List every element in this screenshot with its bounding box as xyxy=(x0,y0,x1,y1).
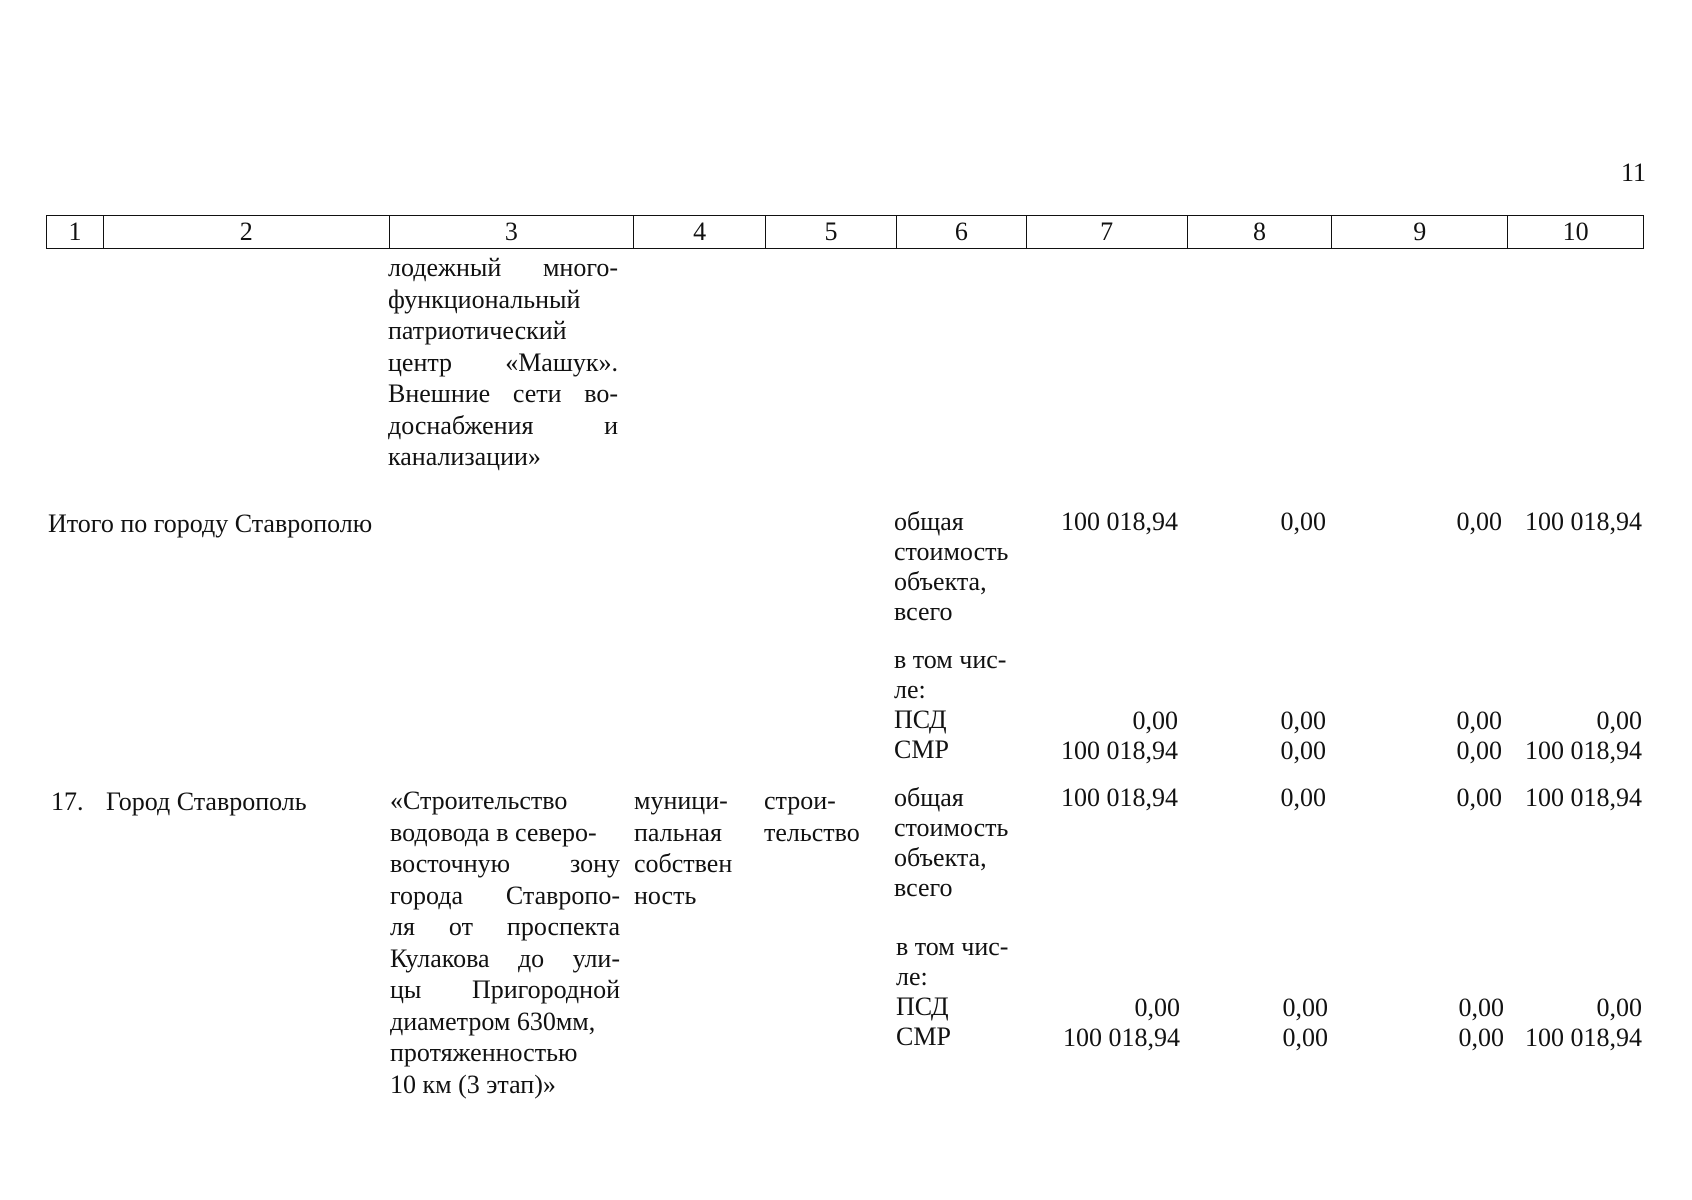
row17-col6-main xyxy=(894,783,1024,903)
header-col-1: 1 xyxy=(47,216,104,248)
header-col-2: 2 xyxy=(104,216,390,248)
total-col8-smr: 0,00 xyxy=(1280,736,1326,765)
header-col-8: 8 xyxy=(1188,216,1333,248)
continuation-description xyxy=(388,252,618,473)
row17-col10-total: 100 018,94 xyxy=(1525,783,1642,812)
text-line: функциональный xyxy=(388,284,581,314)
row-city: Город Ставрополь xyxy=(106,787,307,816)
total-col9-total: 0,00 xyxy=(1456,507,1502,536)
header-col-5: 5 xyxy=(766,216,897,248)
row17-col10-smr: 100 018,94 xyxy=(1525,1023,1642,1052)
row17-col9-total: 0,00 xyxy=(1456,783,1502,812)
text-line: объекта, xyxy=(894,567,987,596)
row17-work-type xyxy=(764,785,892,848)
total-col7-psd: 0,00 xyxy=(1132,706,1178,735)
header-col-10: 10 xyxy=(1562,217,1589,246)
smr-label: СМР xyxy=(896,1022,951,1051)
text-line: цы Пригородной xyxy=(390,975,620,1004)
total-col7-smr: 100 018,94 xyxy=(1061,736,1178,765)
text-line: в том чис- xyxy=(894,645,1007,674)
column-number-header xyxy=(46,215,1644,249)
total-col10-psd: 0,00 xyxy=(1596,706,1642,735)
total-label: Итого по городу Ставрополю xyxy=(48,509,373,538)
total-col9-psd: 0,00 xyxy=(1456,706,1502,735)
total-col10-smr: 100 018,94 xyxy=(1525,736,1642,765)
total-col6-sub xyxy=(894,645,1024,765)
text-line: патриотический xyxy=(388,316,567,345)
text-line: города Ставропо- xyxy=(390,880,620,910)
text-line: собствен xyxy=(634,849,733,878)
psd-label: ПСД xyxy=(896,992,949,1021)
text-line: Внешние сети во- xyxy=(388,379,618,408)
text-line: доснабжения и xyxy=(388,410,618,440)
text-line: восточную зону xyxy=(390,849,620,878)
psd-label: ПСД xyxy=(894,705,947,734)
header-col-9: 9 xyxy=(1332,216,1508,248)
row17-col7-smr: 100 018,94 xyxy=(1063,1023,1180,1052)
text-line: общая xyxy=(894,783,964,812)
row17-col7-psd: 0,00 xyxy=(1134,993,1180,1022)
text-line: канализации» xyxy=(388,442,541,471)
text-line: Кулакова до ули- xyxy=(390,943,620,973)
header-col-6: 6 xyxy=(897,216,1027,248)
text-line: 10 км (3 этап)» xyxy=(390,1069,556,1099)
row17-col10-psd: 0,00 xyxy=(1596,993,1642,1022)
page-number: 11 xyxy=(1620,158,1646,187)
text-line: муници- xyxy=(634,786,728,815)
text-line: центр «Машук». xyxy=(388,347,618,377)
row17-col8-psd: 0,00 xyxy=(1282,993,1328,1022)
row17-ownership xyxy=(634,785,762,911)
text-line: строи- xyxy=(764,786,836,815)
text-line: ля от проспекта xyxy=(390,912,620,941)
row17-col6-sub xyxy=(896,932,1026,1052)
row17-col9-psd: 0,00 xyxy=(1458,993,1504,1022)
text-line: пальная xyxy=(634,817,722,847)
smr-label: СМР xyxy=(894,735,949,764)
text-line: водовода в северо- xyxy=(390,817,597,847)
text-line: в том чис- xyxy=(896,932,1009,961)
total-col8-total: 0,00 xyxy=(1280,507,1326,536)
text-line: стоимость xyxy=(894,813,1009,842)
text-line: ность xyxy=(634,880,697,910)
row17-col9-smr: 0,00 xyxy=(1458,1023,1504,1052)
text-line: всего xyxy=(894,873,953,902)
text-line: всего xyxy=(894,597,953,626)
row17-col8-smr: 0,00 xyxy=(1282,1023,1328,1052)
header-col-3: 3 xyxy=(390,216,635,248)
text-line: ле: xyxy=(894,675,926,704)
row17-col7-total: 100 018,94 xyxy=(1061,783,1178,812)
text-line: стоимость xyxy=(894,537,1009,566)
row17-description xyxy=(390,785,620,1100)
row17-col8-total: 0,00 xyxy=(1280,783,1326,812)
total-col7-total: 100 018,94 xyxy=(1061,507,1178,536)
text-line: диаметром 630мм, xyxy=(390,1006,596,1036)
header-col-4: 4 xyxy=(634,216,766,248)
text-line: тельство xyxy=(764,817,860,847)
total-col8-psd: 0,00 xyxy=(1280,706,1326,735)
text-line: объекта, xyxy=(894,843,987,872)
total-col6-main xyxy=(894,507,1024,627)
text-line: ле: xyxy=(896,962,928,991)
text-line: «Строительство xyxy=(390,786,568,815)
text-line: протяженностью xyxy=(390,1038,578,1067)
text-line: общая xyxy=(894,507,964,536)
text-line: лодежный много- xyxy=(388,253,618,282)
total-col9-smr: 0,00 xyxy=(1456,736,1502,765)
header-col-7: 7 xyxy=(1027,216,1188,248)
row-number: 17. xyxy=(51,787,84,816)
total-col10-total: 100 018,94 xyxy=(1525,507,1642,536)
